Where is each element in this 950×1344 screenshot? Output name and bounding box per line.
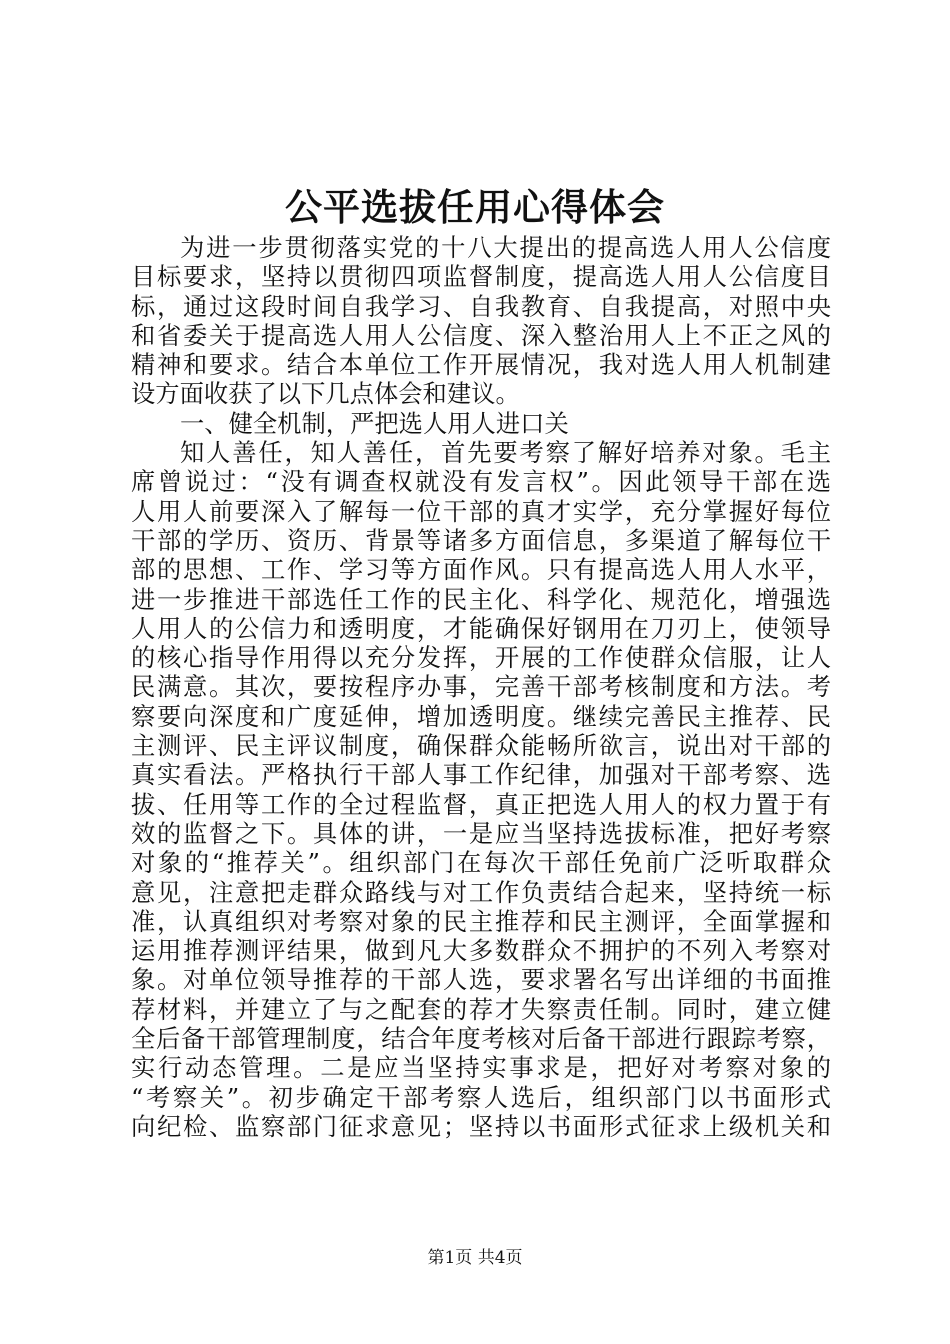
body-text-line: 准，认真组织对考察对象的民主推荐和民主测评，全面掌握和 xyxy=(131,906,831,936)
body-text-line: 民满意。其次，要按程序办事，完善干部考核制度和方法。考 xyxy=(131,672,831,702)
body-text-line: 真实看法。严格执行干部人事工作纪律，加强对干部考察、选 xyxy=(131,760,831,790)
body-text-line: 标，通过这段时间自我学习、自我教育、自我提高，对照中央 xyxy=(131,291,831,321)
document-body xyxy=(131,233,831,1141)
page-footer: 第1页 共4页 xyxy=(427,1248,523,1268)
body-text-line: 席曾说过：“没有调查权就没有发言权”。因此领导干部在选 xyxy=(131,467,831,497)
body-text-line: 目标要求，坚持以贯彻四项监督制度，提高选人用人公信度目 xyxy=(131,262,831,292)
body-text-line: 人用人前要深入了解每一位干部的真才实学，充分掌握好每位 xyxy=(131,496,831,526)
body-text-line: 精神和要求。结合本单位工作开展情况，我对选人用人机制建 xyxy=(131,350,831,380)
body-text-line: “考察关”。初步确定干部考察人选后，组织部门以书面形式 xyxy=(131,1082,831,1112)
body-text-line: 为进一步贯彻落实党的十八大提出的提高选人用人公信度 xyxy=(180,233,831,262)
body-text-line: 察要向深度和广度延伸，增加透明度。继续完善民主推荐、民 xyxy=(131,701,831,731)
body-text-line: 荐材料，并建立了与之配套的荐才失察责任制。同时，建立健 xyxy=(131,994,831,1024)
body-text-line: 运用推荐测评结果，做到凡大多数群众不拥护的不列入考察对 xyxy=(131,936,831,966)
body-text-line: 主测评、民主评议制度，确保群众能畅所欲言，说出对干部的 xyxy=(131,731,831,761)
document-title: 公平选拔任用心得体会 xyxy=(285,186,665,229)
body-text-line: 人用人的公信力和透明度，才能确保好钢用在刀刃上，使领导 xyxy=(131,613,831,643)
body-text-line: 进一步推进干部选任工作的民主化、科学化、规范化，增强选 xyxy=(131,584,831,614)
body-text-line: 全后备干部管理制度，结合年度考核对后备干部进行跟踪考察， xyxy=(131,1024,831,1054)
body-text-line: 象。对单位领导推荐的干部人选，要求署名写出详细的书面推 xyxy=(131,965,831,995)
body-text-line: 拔、任用等工作的全过程监督，真正把选人用人的权力置于有 xyxy=(131,789,831,819)
body-text-line: 实行动态管理。二是应当坚持实事求是，把好对考察对象的 xyxy=(131,1053,831,1083)
body-text-line: 效的监督之下。具体的讲，一是应当坚持选拔标准，把好考察 xyxy=(131,818,831,848)
body-text-line: 一、健全机制，严把选人用人进口关 xyxy=(180,408,569,438)
body-text-line: 干部的学历、资历、背景等诸多方面信息，多渠道了解每位干 xyxy=(131,525,831,555)
body-text-line: 意见，注意把走群众路线与对工作负责结合起来，坚持统一标 xyxy=(131,877,831,907)
body-text-line: 和省委关于提高选人用人公信度、深入整治用人上不正之风的 xyxy=(131,320,831,350)
body-text-line: 的核心指导作用得以充分发挥，开展的工作使群众信服，让人 xyxy=(131,643,831,673)
body-text-line: 设方面收获了以下几点体会和建议。 xyxy=(131,379,520,409)
body-text-line: 对象的“推荐关”。组织部门在每次干部任免前广泛听取群众 xyxy=(131,848,831,878)
body-text-line: 部的思想、工作、学习等方面作风。只有提高选人用人水平， xyxy=(131,555,831,585)
body-text-line: 知人善任，知人善任，首先要考察了解好培养对象。毛主 xyxy=(180,438,831,468)
body-text-line: 向纪检、监察部门征求意见；坚持以书面形式征求上级机关和 xyxy=(131,1111,831,1141)
